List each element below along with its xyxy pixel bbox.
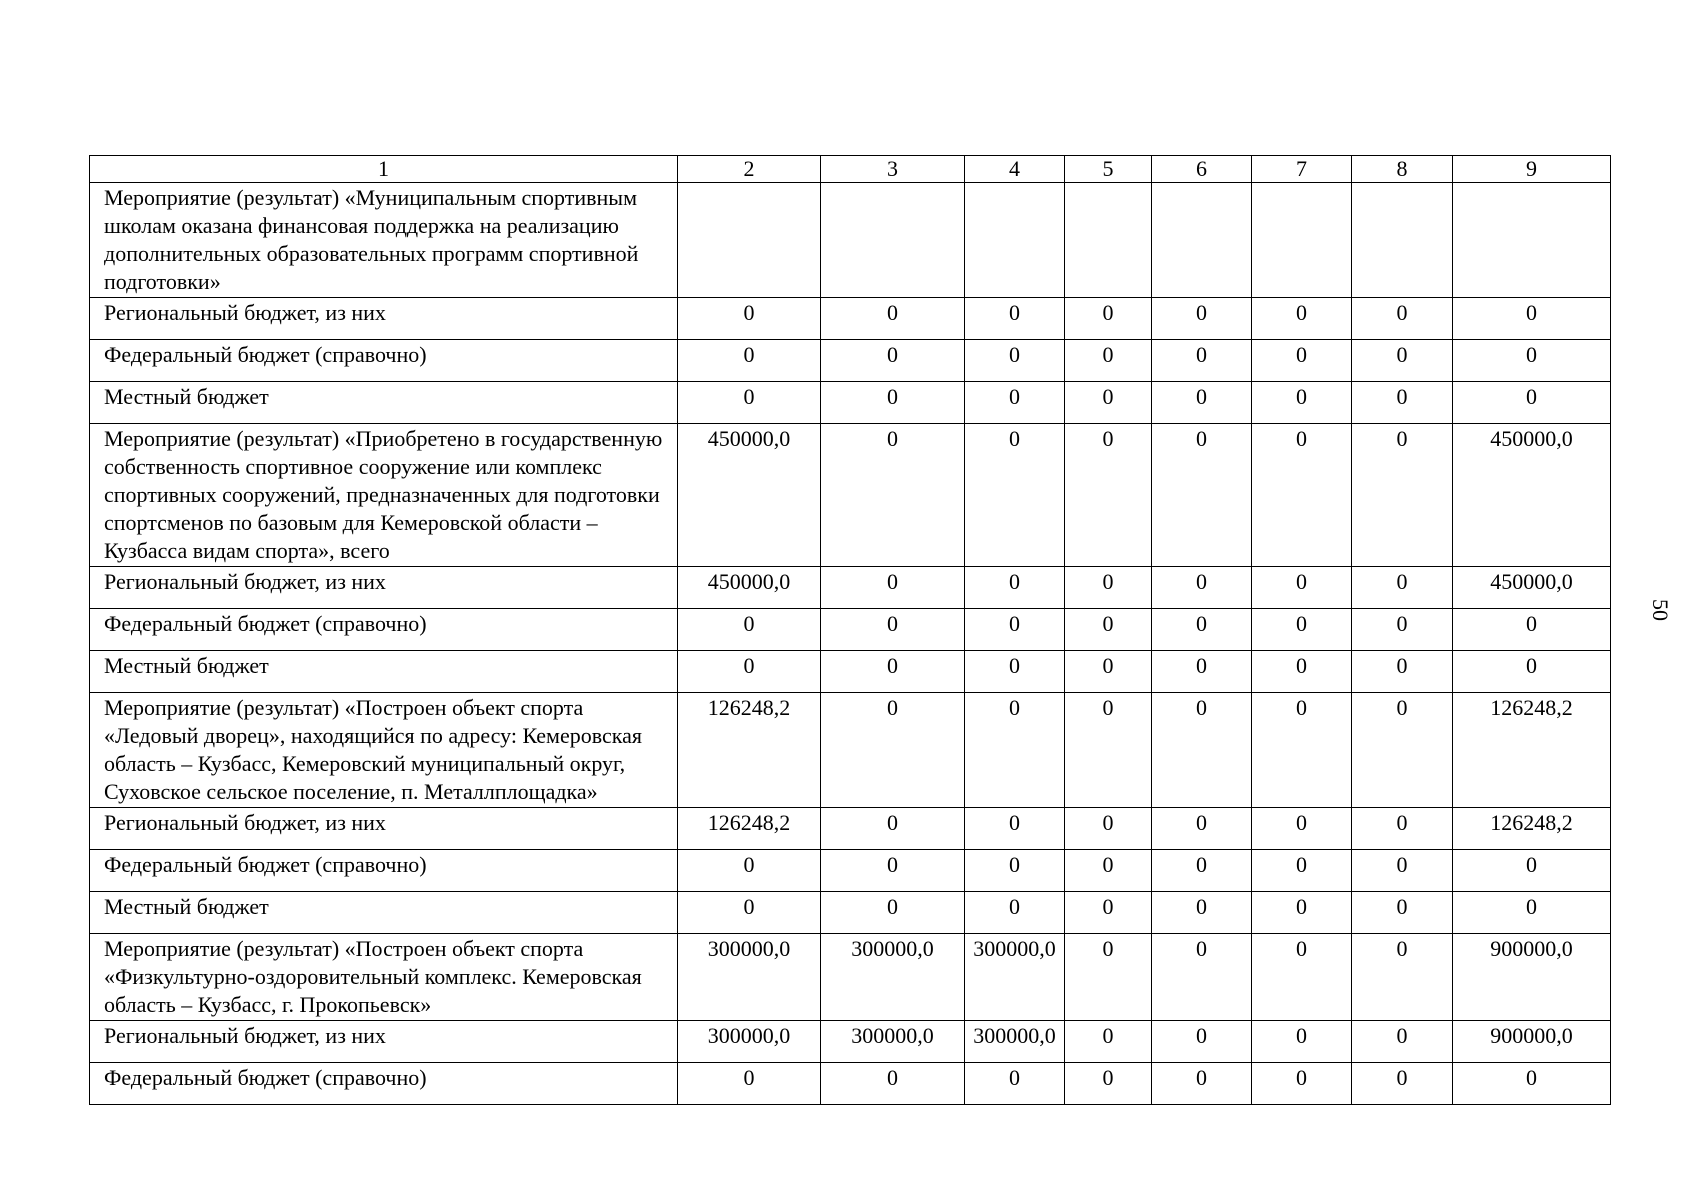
value-cell: 126248,2 <box>1453 693 1611 808</box>
row-label: Региональный бюджет, из них <box>90 567 678 609</box>
value-cell: 0 <box>1152 609 1252 651</box>
value-cell: 450000,0 <box>678 567 821 609</box>
value-cell: 0 <box>1352 298 1453 340</box>
budget-row <box>90 609 1611 651</box>
column-header: 6 <box>1152 156 1252 183</box>
value-cell <box>821 183 965 298</box>
row-label: Местный бюджет <box>90 651 678 693</box>
value-cell: 0 <box>821 850 965 892</box>
column-header: 7 <box>1252 156 1352 183</box>
value-cell: 0 <box>1065 651 1152 693</box>
budget-row <box>90 892 1611 934</box>
budget-row <box>90 1063 1611 1105</box>
value-cell <box>1065 183 1152 298</box>
value-cell: 0 <box>1252 693 1352 808</box>
value-cell: 450000,0 <box>678 424 821 567</box>
value-cell: 0 <box>1453 651 1611 693</box>
value-cell: 0 <box>1252 298 1352 340</box>
value-cell: 0 <box>1453 298 1611 340</box>
value-cell: 0 <box>1453 892 1611 934</box>
value-cell: 0 <box>1252 1063 1352 1105</box>
value-cell: 0 <box>678 340 821 382</box>
value-cell: 0 <box>678 298 821 340</box>
value-cell: 0 <box>1453 340 1611 382</box>
event-row <box>90 424 1611 567</box>
row-label: Региональный бюджет, из них <box>90 298 678 340</box>
value-cell: 0 <box>1152 808 1252 850</box>
value-cell: 0 <box>965 567 1065 609</box>
value-cell: 0 <box>1152 892 1252 934</box>
value-cell: 0 <box>965 1063 1065 1105</box>
value-cell: 0 <box>1065 340 1152 382</box>
budget-row <box>90 567 1611 609</box>
budget-row <box>90 850 1611 892</box>
budget-row <box>90 340 1611 382</box>
value-cell: 0 <box>821 693 965 808</box>
value-cell: 0 <box>1252 567 1352 609</box>
value-cell: 0 <box>1252 382 1352 424</box>
value-cell: 0 <box>821 892 965 934</box>
value-cell: 300000,0 <box>678 1021 821 1063</box>
value-cell: 0 <box>1352 340 1453 382</box>
value-cell: 0 <box>1352 1063 1453 1105</box>
value-cell: 0 <box>678 651 821 693</box>
value-cell: 0 <box>1065 382 1152 424</box>
event-row <box>90 693 1611 808</box>
value-cell: 300000,0 <box>821 1021 965 1063</box>
value-cell: 0 <box>678 382 821 424</box>
value-cell: 300000,0 <box>678 934 821 1021</box>
value-cell: 0 <box>965 340 1065 382</box>
value-cell: 0 <box>678 1063 821 1105</box>
value-cell: 0 <box>1065 1021 1152 1063</box>
value-cell: 0 <box>821 651 965 693</box>
budget-row <box>90 298 1611 340</box>
value-cell: 300000,0 <box>821 934 965 1021</box>
column-header: 3 <box>821 156 965 183</box>
value-cell: 0 <box>1065 693 1152 808</box>
value-cell: 0 <box>1252 1021 1352 1063</box>
column-header: 8 <box>1352 156 1453 183</box>
column-header: 5 <box>1065 156 1152 183</box>
budget-row <box>90 1021 1611 1063</box>
row-label: Региональный бюджет, из них <box>90 808 678 850</box>
budget-row <box>90 382 1611 424</box>
budget-row <box>90 651 1611 693</box>
event-row <box>90 934 1611 1021</box>
value-cell: 0 <box>821 298 965 340</box>
value-cell: 126248,2 <box>678 808 821 850</box>
value-cell: 0 <box>1152 424 1252 567</box>
value-cell: 0 <box>1252 892 1352 934</box>
value-cell: 0 <box>1252 340 1352 382</box>
value-cell: 0 <box>821 808 965 850</box>
value-cell: 450000,0 <box>1453 424 1611 567</box>
value-cell: 0 <box>1252 850 1352 892</box>
row-label: Местный бюджет <box>90 382 678 424</box>
value-cell: 300000,0 <box>965 1021 1065 1063</box>
value-cell: 0 <box>1453 382 1611 424</box>
value-cell: 0 <box>821 340 965 382</box>
value-cell: 0 <box>1152 934 1252 1021</box>
value-cell: 0 <box>1152 1021 1252 1063</box>
value-cell: 0 <box>1352 382 1453 424</box>
value-cell: 0 <box>1352 892 1453 934</box>
value-cell: 0 <box>1065 1063 1152 1105</box>
event-row <box>90 183 1611 298</box>
value-cell: 0 <box>1252 934 1352 1021</box>
row-label: Местный бюджет <box>90 892 678 934</box>
page-number: 50 <box>1648 599 1673 621</box>
column-header: 1 <box>90 156 678 183</box>
column-header: 4 <box>965 156 1065 183</box>
value-cell: 0 <box>678 892 821 934</box>
header-row <box>90 156 1611 183</box>
value-cell: 0 <box>1152 567 1252 609</box>
row-label: Федеральный бюджет (справочно) <box>90 850 678 892</box>
value-cell: 0 <box>821 382 965 424</box>
value-cell: 0 <box>1352 651 1453 693</box>
value-cell: 0 <box>965 609 1065 651</box>
value-cell: 0 <box>965 850 1065 892</box>
value-cell: 0 <box>965 693 1065 808</box>
row-label: Мероприятие (результат) «Приобретено в государственную собственность спортивное сооружение или комплекс спортивных сооружений, предназначенных для подготовки спортсменов по базовым для Кемеровской области – Кузбасса видам спорта», всего <box>90 424 678 567</box>
value-cell <box>1352 183 1453 298</box>
value-cell: 0 <box>1065 934 1152 1021</box>
value-cell: 0 <box>965 424 1065 567</box>
value-cell: 0 <box>1352 693 1453 808</box>
value-cell: 0 <box>1252 651 1352 693</box>
value-cell: 0 <box>1152 693 1252 808</box>
value-cell: 0 <box>1065 850 1152 892</box>
value-cell <box>1453 183 1611 298</box>
value-cell: 0 <box>965 651 1065 693</box>
value-cell: 0 <box>821 567 965 609</box>
value-cell: 0 <box>1152 651 1252 693</box>
value-cell: 900000,0 <box>1453 1021 1611 1063</box>
value-cell: 0 <box>821 424 965 567</box>
value-cell: 0 <box>1352 934 1453 1021</box>
value-cell: 126248,2 <box>678 693 821 808</box>
value-cell: 450000,0 <box>1453 567 1611 609</box>
value-cell: 0 <box>1065 609 1152 651</box>
table-body <box>90 156 1611 1105</box>
value-cell: 0 <box>1352 1021 1453 1063</box>
row-label: Федеральный бюджет (справочно) <box>90 609 678 651</box>
row-label: Региональный бюджет, из них <box>90 1021 678 1063</box>
value-cell: 0 <box>1065 424 1152 567</box>
value-cell <box>1252 183 1352 298</box>
value-cell: 300000,0 <box>965 934 1065 1021</box>
value-cell: 0 <box>1065 892 1152 934</box>
value-cell: 0 <box>678 609 821 651</box>
value-cell: 0 <box>1453 609 1611 651</box>
budget-row <box>90 808 1611 850</box>
value-cell: 0 <box>1352 850 1453 892</box>
row-label: Мероприятие (результат) «Муниципальным спортивным школам оказана финансовая поддержка на реализацию дополнительных образовательных программ спортивной подготовки» <box>90 183 678 298</box>
value-cell: 0 <box>1065 808 1152 850</box>
row-label: Мероприятие (результат) «Построен объект спорта «Физкультурно-оздоровительный комплекс. Кемеровская область – Кузбасс, г. Прокопьевск» <box>90 934 678 1021</box>
value-cell: 0 <box>821 1063 965 1105</box>
value-cell: 0 <box>965 382 1065 424</box>
value-cell: 0 <box>821 609 965 651</box>
value-cell: 0 <box>965 808 1065 850</box>
value-cell: 0 <box>1453 850 1611 892</box>
column-header: 9 <box>1453 156 1611 183</box>
value-cell: 0 <box>1352 609 1453 651</box>
value-cell: 0 <box>1065 298 1152 340</box>
value-cell: 0 <box>965 892 1065 934</box>
value-cell: 0 <box>965 298 1065 340</box>
value-cell <box>678 183 821 298</box>
value-cell <box>1152 183 1252 298</box>
row-label: Федеральный бюджет (справочно) <box>90 340 678 382</box>
value-cell: 0 <box>1065 567 1152 609</box>
row-label: Федеральный бюджет (справочно) <box>90 1063 678 1105</box>
value-cell <box>965 183 1065 298</box>
value-cell: 0 <box>1152 1063 1252 1105</box>
value-cell: 0 <box>1152 340 1252 382</box>
value-cell: 0 <box>1252 424 1352 567</box>
value-cell: 0 <box>1352 567 1453 609</box>
value-cell: 0 <box>1152 382 1252 424</box>
column-header: 2 <box>678 156 821 183</box>
value-cell: 0 <box>678 850 821 892</box>
value-cell: 0 <box>1152 850 1252 892</box>
value-cell: 0 <box>1252 808 1352 850</box>
budget-table <box>89 155 1611 1105</box>
value-cell: 0 <box>1352 808 1453 850</box>
row-label: Мероприятие (результат) «Построен объект спорта «Ледовый дворец», находящийся по адресу: Кемеровская область – Кузбасс, Кемеровский муниципальный округ, Суховское сельское поселение, п. Металлплощадка» <box>90 693 678 808</box>
value-cell: 126248,2 <box>1453 808 1611 850</box>
value-cell: 900000,0 <box>1453 934 1611 1021</box>
value-cell: 0 <box>1252 609 1352 651</box>
value-cell: 0 <box>1352 424 1453 567</box>
value-cell: 0 <box>1152 298 1252 340</box>
value-cell: 0 <box>1453 1063 1611 1105</box>
